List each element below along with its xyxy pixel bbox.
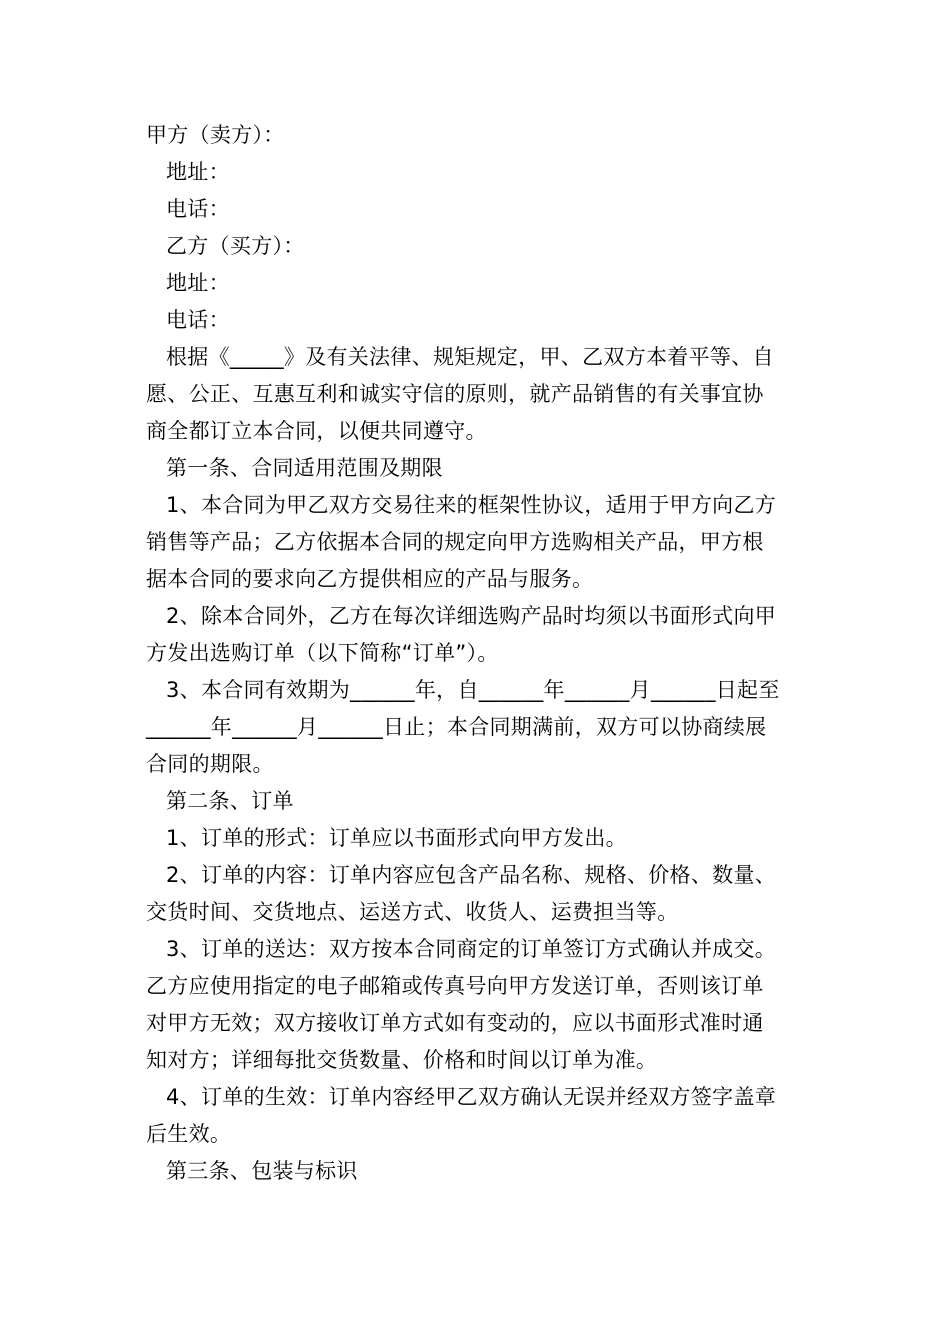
party-a-phone: 电话： <box>166 197 230 221</box>
party-b-phone: 电话： <box>166 308 230 332</box>
article-1-clause: 合同的期限。 <box>146 752 274 776</box>
article-2-clause: 3、订单的送达：双方按本合同商定的订单签订方式确认并成交。 <box>166 937 777 961</box>
article-2-heading: 第二条、订单 <box>166 789 294 813</box>
article-1-clause: 3、本合同有效期为______年，自______年______月______日起至 <box>166 678 780 702</box>
article-1-clause: 方发出选购订单（以下简称“订单”）。 <box>146 641 499 665</box>
article-1-clause: ______年______月______日止；本合同期满前，双方可以协商续展 <box>146 715 767 739</box>
party-b-address: 地址： <box>166 271 230 295</box>
article-2-clause: 4、订单的生效：订单内容经甲乙双方确认无误并经双方签字盖章 <box>166 1085 777 1109</box>
article-1-clause: 1、本合同为甲乙双方交易往来的框架性协议，适用于甲方向乙方 <box>166 493 777 517</box>
preamble-line: 根据《_____》及有关法律、规矩规定，甲、乙双方本着平等、自 <box>166 345 774 369</box>
article-2-clause: 乙方应使用指定的电子邮箱或传真号向甲方发送订单，否则该订单 <box>146 974 764 998</box>
article-2-clause: 知对方；详细每批交货数量、价格和时间以订单为准。 <box>146 1048 658 1072</box>
party-b-heading: 乙方（买方）： <box>166 234 305 258</box>
article-2-clause: 2、订单的内容：订单内容应包含产品名称、规格、价格、数量、 <box>166 863 777 887</box>
preamble-line: 愿、公正、互惠互利和诚实守信的原则，就产品销售的有关事宜协 <box>146 382 764 406</box>
party-a-address: 地址： <box>166 160 230 184</box>
article-1-clause: 销售等产品；乙方依据本合同的规定向甲方选购相关产品，甲方根 <box>146 530 764 554</box>
preamble-line: 商全都订立本合同，以便共同遵守。 <box>146 419 487 443</box>
article-2-clause: 1、订单的形式：订单应以书面形式向甲方发出。 <box>166 826 627 850</box>
article-1-heading: 第一条、合同适用范围及期限 <box>166 456 443 480</box>
article-3-heading: 第三条、包装与标识 <box>166 1159 358 1183</box>
document-page <box>146 117 808 1190</box>
article-2-clause: 后生效。 <box>146 1122 232 1146</box>
article-2-clause: 交货时间、交货地点、运送方式、收货人、运费担当等。 <box>146 900 679 924</box>
article-2-clause: 对甲方无效；双方接收订单方式如有变动的，应以书面形式准时通 <box>146 1011 764 1035</box>
article-1-clause: 2、除本合同外，乙方在每次详细选购产品时均须以书面形式向甲 <box>166 604 777 628</box>
party-a-heading: 甲方（卖方）： <box>146 123 285 147</box>
article-1-clause: 据本合同的要求向乙方提供相应的产品与服务。 <box>146 567 594 591</box>
